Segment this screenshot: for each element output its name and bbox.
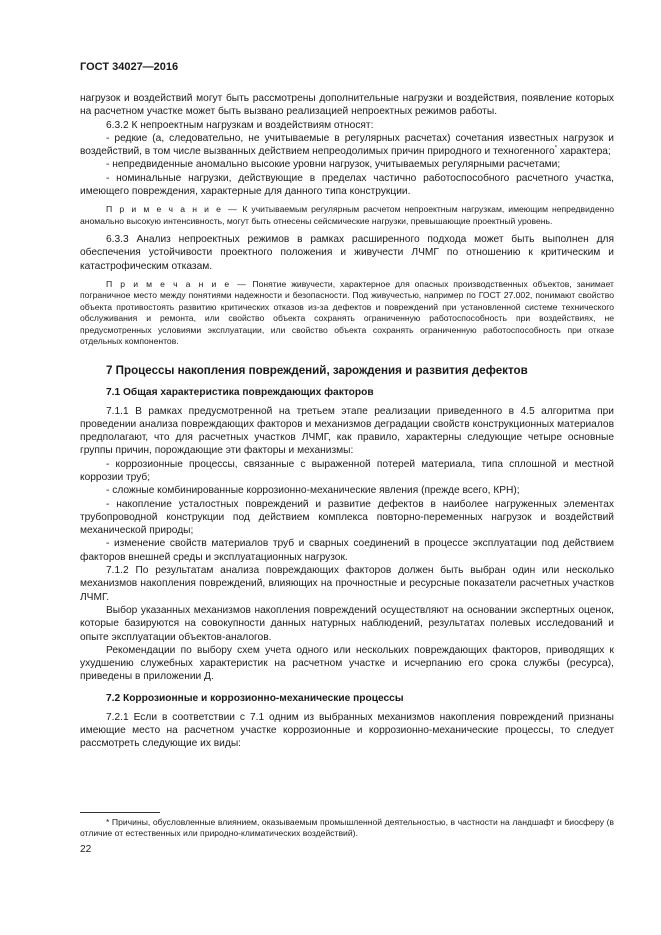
- paragraph: 7.1.2 По результатам анализа повреждающих факторов должен быть выбран один или несколько механизмов накопления повреждений, влияющих на прочностные и ресурсные показатели расчетных участков ЛЧМГ.: [80, 565, 614, 603]
- page-number: 22: [80, 844, 92, 855]
- paragraph: 7.1.1 В рамках предусмотренной на третьем этапе реализации приведенного в 4.5 алгоритма при проведении анализа повреждающих факторов и механизмов деградации свойств конструкционных материалов предполагают, что для расчетных участков ЛЧМГ, как правило, характерны следующие четыре основные группы причин, порождающие эти факторы и механизмы:: [80, 405, 614, 457]
- list-item: - номинальные нагрузки, действующие в пределах частично работоспособного расчетного участка, имеющего повреждения, характерные для данного типа конструкции.: [80, 172, 614, 198]
- paragraph: 6.3.2 К непроектным нагрузкам и воздействиям относят:: [106, 119, 374, 131]
- document-header: ГОСТ 34027—2016: [80, 61, 179, 73]
- footnote: * Причины, обусловленные влиянием, оказываемым промышленной деятельностью, в частности на ландшафт и биосферу (в отличие от естественных или природно-климатических воздействий).: [80, 817, 614, 839]
- list-item: - непредвиденные аномально высокие уровни нагрузок, учитываемых регулярными расчетами;: [106, 159, 561, 171]
- note: [80, 204, 614, 227]
- note: [80, 279, 614, 347]
- paragraph: 6.3.3 Анализ непроектных режимов в рамках расширенного подхода может быть выполнен для обеспечения устойчивости проектного положения и живучести ЛЧМГ по отношению к критическим и катастрофическим отказам.: [80, 234, 614, 272]
- subsection-heading: 7.2 Коррозионные и коррозионно-механические процессы: [106, 692, 404, 704]
- list-item: [80, 132, 614, 159]
- list-item-text: характера;: [557, 146, 611, 158]
- note-label: П р и м е ч а н и е —: [106, 279, 248, 290]
- page-body: [80, 92, 614, 751]
- note-text: Понятие живучести, характерное для опасных производственных объектов, занимает пограничное место между понятиями надежности и безопасности. Под живучестью, например по ГОСТ 27.002, понимают свойство объекта противостоять развитию критических отказов из-за дефектов и повреждений при установленной системе технического обслуживания и ремонта, или свойство объекта сохранять ограниченную работоспособность при воздействиях, не предусмотренных условиями эксплуатации, или свойство объекта сохранять ограниченную работоспособность при отказе отдельных компонентов.: [80, 279, 614, 347]
- footnote-marker: *: [554, 145, 558, 152]
- paragraph: нагрузок и воздействий могут быть рассмотрены дополнительные нагрузки и воздействия, появление которых на расчетном участке может быть вызвано реализацией непроектных режимов работы.: [80, 93, 614, 118]
- list-item-text: - редкие (а, следовательно, не учитываемые в регулярных расчетах) сочетания известных нагрузок и воздействий, в том числе вызванных действием непреодолимых причин природного и техногенного: [80, 132, 614, 158]
- note-text: К учитываемым регулярным расчетом непроектным нагрузкам, имеющим непредвиденно аномально высокую интенсивность, могут быть отнесены сейсмические нагрузки, превышающие проектный уровень.: [80, 204, 614, 226]
- list-item: - изменение свойств материалов труб и сварных соединений в процессе эксплуатации под действием факторов внешней среды и эксплуатационных нагрузок.: [80, 538, 614, 563]
- paragraph: Рекомендации по выбору схем учета одного или нескольких повреждающих факторов, приводящих к ухудшению служебных характеристик на расчетном участке и исчерпанию его срока службы (ресурса), приведены в приложении Д.: [80, 644, 614, 683]
- note-label: П р и м е ч а н и е —: [106, 204, 239, 215]
- paragraph: Выбор указанных механизмов накопления повреждений осуществляют на основании экспертных оценок, которые базируются на совокупности данных натурных наблюдений, результатах полевых исследований и опыте эксплуатации объектов-аналогов.: [80, 604, 614, 643]
- section-heading: 7 Процессы накопления повреждений, зарождения и развития дефектов: [106, 363, 528, 377]
- list-item: - сложные комбинированные коррозионно-механические явления (прежде всего, КРН);: [106, 485, 520, 497]
- list-item: - коррозионные процессы, связанные с выраженной потерей материала, типа сплошной и местной коррозии труб;: [80, 458, 614, 483]
- paragraph: 7.2.1 Если в соответствии с 7.1 одним из выбранных механизмов накопления повреждений признаны имеющие место на расчетном участке коррозионные и коррозионно-механические процессы, то следует рассмотреть следующие их виды:: [80, 711, 614, 750]
- subsection-heading: 7.1 Общая характеристика повреждающих факторов: [106, 386, 374, 398]
- list-item: - накопление усталостных повреждений и развитие дефектов в наиболее нагруженных элементах трубопроводной конструкции под действием комплекса повторно-переменных нагрузок и воздействий механической природы;: [80, 498, 614, 537]
- footnote-divider: [80, 812, 160, 813]
